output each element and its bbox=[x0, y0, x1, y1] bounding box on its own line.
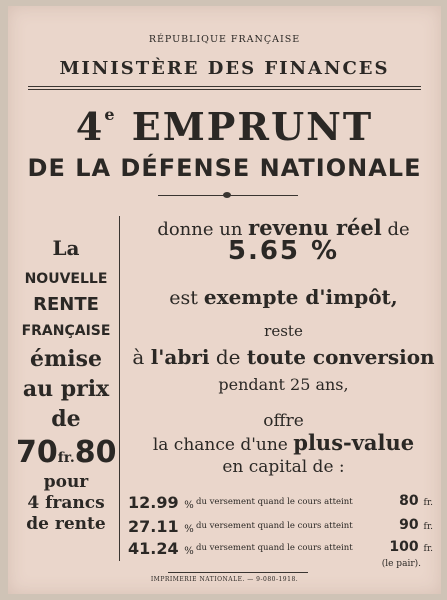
column-divider bbox=[119, 216, 120, 561]
revenu-text: revenu réel bbox=[248, 215, 382, 240]
row-description: du versement quand le cours atteint bbox=[196, 497, 353, 507]
left-rente: RENTE bbox=[33, 294, 99, 315]
abri-text: l'abri bbox=[150, 345, 210, 369]
price-cents: 80 bbox=[74, 435, 117, 470]
donne-text: donne un bbox=[157, 219, 243, 240]
ministere-header: MINISTÈRE DES FINANCES bbox=[59, 58, 390, 79]
pair-note: (le pair). bbox=[381, 559, 421, 569]
plus-value-text: plus-value bbox=[293, 430, 415, 455]
offre-line: offre bbox=[263, 411, 304, 431]
poster bbox=[8, 6, 441, 594]
left-4-francs: 4 francs bbox=[27, 493, 105, 513]
emprunt-word: EMPRUNT bbox=[131, 104, 374, 149]
emprunt-title bbox=[8, 104, 441, 149]
row-value bbox=[399, 517, 433, 533]
left-de-rente: de rente bbox=[26, 514, 106, 534]
emprunt-number: 4 bbox=[75, 104, 105, 149]
yield-row bbox=[126, 493, 441, 513]
chance-text: la chance d'une bbox=[152, 435, 288, 455]
price-unit: fr. bbox=[57, 450, 75, 466]
footer-rule bbox=[168, 572, 308, 573]
row-percent-value: 12.99 bbox=[128, 493, 179, 512]
left-column bbox=[16, 238, 116, 537]
row-percent bbox=[128, 517, 194, 536]
est-text: est bbox=[169, 287, 198, 309]
republique-header: RÉPUBLIQUE FRANÇAISE bbox=[148, 34, 301, 45]
row-value-unit: fr. bbox=[423, 544, 433, 554]
row-percent-value: 27.11 bbox=[128, 517, 179, 536]
row-percent-sign: % bbox=[184, 546, 194, 557]
left-pour: pour bbox=[43, 472, 89, 492]
imprimerie-footer: IMPRIMERIE NATIONALE. — 9-080-1918. bbox=[150, 576, 299, 583]
left-emise: émise bbox=[29, 346, 102, 372]
row-description: du versement quand le cours atteint bbox=[196, 521, 353, 531]
capital-line: en capital de : bbox=[222, 457, 345, 477]
exempte-text: exempte d'impôt, bbox=[203, 285, 398, 309]
yield-row bbox=[126, 517, 441, 537]
yield-row bbox=[126, 539, 441, 559]
abri-line bbox=[126, 345, 441, 369]
row-percent-sign: % bbox=[184, 500, 194, 511]
left-francaise: FRANÇAISE bbox=[21, 323, 111, 339]
row-value-unit: fr. bbox=[423, 498, 433, 508]
price-main: 70 bbox=[16, 435, 58, 470]
left-de: de bbox=[51, 406, 81, 432]
row-value-number: 90 bbox=[399, 517, 419, 533]
left-nouvelle: NOUVELLE bbox=[24, 271, 108, 287]
header-rule-thin bbox=[28, 89, 421, 90]
emprunt-superscript: e bbox=[104, 105, 117, 125]
row-value bbox=[389, 539, 433, 555]
row-percent-value: 41.24 bbox=[128, 539, 179, 558]
row-description: du versement quand le cours atteint bbox=[196, 543, 353, 553]
de-text: de bbox=[387, 219, 410, 240]
chance-line bbox=[126, 430, 441, 455]
exempte-line bbox=[126, 285, 441, 309]
decorative-ornament bbox=[223, 192, 231, 198]
row-value-number: 80 bbox=[399, 493, 419, 509]
row-value-number: 100 bbox=[389, 539, 419, 555]
reste-line: reste bbox=[264, 322, 303, 340]
row-percent bbox=[128, 539, 194, 558]
rate-value: 5.65 % bbox=[227, 236, 340, 266]
header-rule bbox=[28, 86, 421, 87]
conversion-text: toute conversion bbox=[246, 345, 435, 369]
left-price bbox=[16, 435, 117, 470]
left-la: La bbox=[52, 236, 80, 260]
de2-text: de bbox=[215, 345, 241, 369]
row-value-unit: fr. bbox=[423, 522, 433, 532]
row-percent bbox=[128, 493, 194, 512]
row-percent-sign: % bbox=[184, 524, 194, 535]
a-text: à bbox=[132, 345, 145, 369]
defense-subtitle: DE LA DÉFENSE NATIONALE bbox=[27, 154, 422, 182]
pendant-line: pendant 25 ans, bbox=[218, 375, 349, 394]
left-au-prix: au prix bbox=[22, 376, 110, 402]
row-value bbox=[399, 493, 433, 509]
